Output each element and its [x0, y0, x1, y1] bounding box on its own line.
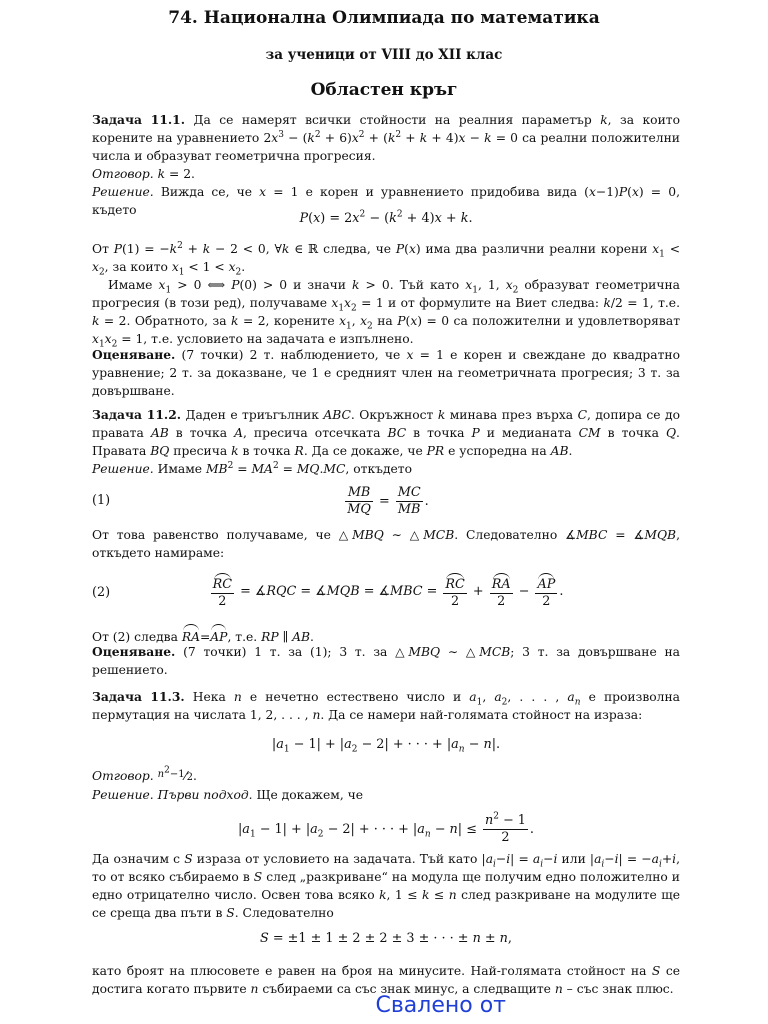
- answer-11-3: Отговор. $^{n^2-1}$⁄2.: [92, 765, 197, 783]
- download-watermark: Свалено от: [375, 993, 506, 1018]
- solution-11-3-continuation: като броят на плюсовете е равен на броя на минусите. Най-голямата стойност на S се достига когато първите n събираеми са със знак минус, а следващите n – със знак плюс.: [92, 964, 680, 996]
- document-subtitle: за ученици от VIII до XII клас: [265, 47, 503, 63]
- answer-11-1: Отговор. k = 2.: [92, 167, 195, 181]
- problem-11-3-statement: Задача 11.3. Нека n е нечетно естествено число и $a_1$, $a_2$, . . . , $a_n$ е произволна пермутация на числата 1, 2, . . . , n. Да се намери най-голямата стойност на израза:: [92, 689, 681, 722]
- grading-11-1: Оценяване. (7 точки) 2 т. наблюдението, че x = 1 е корен и свеждане до квадратно уравнение; 2 т. за доказване, че 1 е средният член на геометричната прогресия; 3 т. за довършване.: [92, 347, 680, 398]
- solution-11-1-body: Имаме $x_1 > 0$ ⟺ P(0) > 0 и значи k > 0. Тъй като $x_1$, 1, $x_2$ образуват геометрична прогресия (в този ред), получаваме $x_1x_2 = 1$ и от формулите на Виет следва: k/2 = 1, т.е. k = 2. Обратното, за k = 2, корените $x_1$, $x_2$ на P(x) = 0 са положителни и удовлетворяват $x_1x_2 = 1$, т.е. условието на задачата е изпълнено.: [92, 278, 680, 350]
- grading-11-2: Оценяване. (7 точки) 1 т. за (1); 3 т. за △MBQ ∼ △MCB; 3 т. за довършване на решението.: [92, 644, 681, 677]
- problem-11-1-statement: Задача 11.1. Да се намерят всички стойности на реалния параметър k, за които корените на уравнението $2x^3 - (k^2 + 6)x^2 + (k^2 + k + 4)x - k = 0$ са реални положителни числа и образуват геометрична прогресия.: [92, 112, 680, 163]
- solution-11-3-body: Да означим с S израза от условието на задачата. Тъй като $|a_i-i| = a_i-i$ или $|a_i-i| = -a_i+i$, то от всяко събираемо в S след „разкриване“ на модула ще получим едно положително и едно отрицателно число. Освен това всяко k, 1 ≤ k ≤ n след разкриване на модулите ще се среща два пъти в S. Следователно: [92, 852, 681, 920]
- problem-label: Задача 11.2.: [92, 407, 182, 422]
- solution-11-3-intro: Решение. Първи подход. Ще докажем, че: [92, 788, 364, 802]
- equation-number-2: (2): [92, 585, 111, 600]
- round-heading: Областен кръг: [310, 80, 458, 100]
- solution-11-2-conclusion: От (2) следва RA=AP, т.е. RP ∥ AB.: [92, 624, 680, 646]
- solution-11-2-similar: От това равенство получаваме, че △MBQ ∼ △MCB. Следователно ∡MBC = ∡MQB, откъдето намираме:: [92, 528, 681, 560]
- problem-label: Задача 11.1.: [92, 112, 186, 127]
- solution-11-1-roots: От $P(1) = -k^2 + k - 2 < 0$, ∀k ∈ ℝ следва, че P(x) има два различни реални корени $x_1 < x_2$, за които $x_1 < 1 < x_2$.: [92, 240, 681, 278]
- equation-1: $\frac{MB}{MQ}$ = $\frac{MC}{MB}$ .: [347, 485, 429, 517]
- equation-number-1: (1): [92, 493, 111, 508]
- document-title: 74. Национална Олимпиада по математика: [168, 8, 600, 28]
- solution-11-1-intro: Решение. Вижда се, че x = 1 е корен и уравнението придобива вида (x−1)P(x) = 0, където: [92, 185, 680, 217]
- equation-2: $\frac{RC}{2}$ = ∡RQC = ∡MQB = ∡MBC = $\frac{RC}{2}$ + $\frac{RA}{2}$ − $\frac{AP}{2}$ .: [92, 566, 680, 618]
- equation-inequality: $|a_1 - 1| + |a_2 - 2|$ + · · · + $|a_n - n|$ ≤ $\frac{n^2 - 1}{2}$ .: [237, 811, 534, 845]
- equation-expression: $|a_1 - 1| + |a_2 - 2|$ + · · · + $|a_n - n|$.: [271, 737, 501, 755]
- solution-11-2-intro: Решение. Имаме $MB^2 = MA^2 = MQ.MC$, откъдето: [92, 460, 413, 476]
- equation-sum: S = ±1 ± 1 ± 2 ± 2 ± 3 ± · · · ± n ± n,: [260, 931, 512, 946]
- problem-11-2-statement: Задача 11.2. Даден е триъгълник ABC. Окръжност k минава през върха C, допира се до правата AB в точка A, пресича отсечката BC в точка P и медианата CM в точка Q. Правата BQ пресича k в точка R. Да се докаже, че PR е успоредна на AB.: [92, 407, 680, 458]
- equation-px: $P(x) = 2x^2 - (k^2 + 4)x + k$.: [299, 209, 473, 226]
- problem-label: Задача 11.3.: [92, 689, 185, 704]
